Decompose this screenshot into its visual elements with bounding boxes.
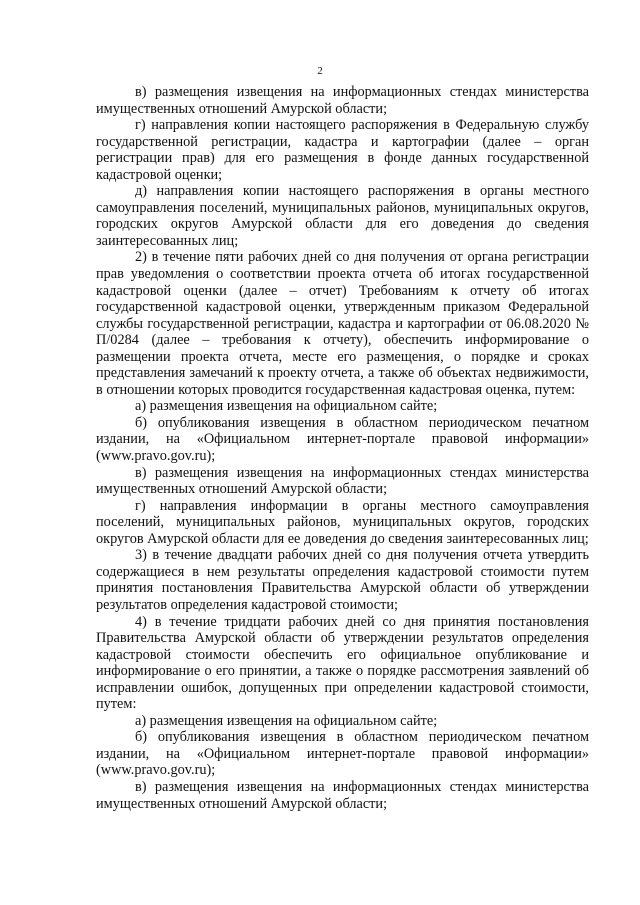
document-body	[96, 84, 589, 812]
paragraph-6: б) опубликования извещения в областном периодическом печатном издании, на «Официальном интернет-портале правовой информации» (www.pravo.gov.ru);	[96, 414, 589, 465]
paragraph-5: а) размещения извещения на официальном сайте;	[135, 398, 438, 415]
paragraph-11: а) размещения извещения на официальном сайте;	[135, 712, 438, 729]
paragraph-8: г) направления информации в органы местного самоуправления поселений, муниципальных районов, муниципальных округов, городских округов Амурской области для ее доведения до сведения заинтересованных лиц;	[96, 497, 589, 547]
paragraph-13: в) размещения извещения на информационных стендах министерства имущественных отношений Амурской области;	[96, 778, 589, 812]
paragraph-10: 4) в течение тридцати рабочих дней со дня принятия постановления Правительства Амурской области об утверждении результатов определения кадастровой стоимости обеспечить его официальное опубликование и информирование о его принятии, а также о порядке рассмотрения заявлений об исправлении ошибок, допущенных при определении кадастровой стоимости, путем:	[96, 613, 589, 713]
paragraph-7: в) размещения извещения на информационных стендах министерства имущественных отношений Амурской области;	[96, 464, 589, 498]
paragraph-12: б) опубликования извещения в областном периодическом печатном издании, на «Официальном интернет-портале правовой информации» (www.pravo.gov.ru);	[96, 729, 589, 779]
paragraph-1: в) размещения извещения на информационных стендах министерства имущественных отношений Амурской области;	[96, 84, 589, 117]
paragraph-2: г) направления копии настоящего распоряжения в Федеральную службу государственной регистрации, кадастра и картографии (далее – орган регистрации прав) для его размещения в фонде данных государственной кадастровой оценки;	[96, 117, 589, 183]
paragraph-4: 2) в течение пяти рабочих дней со дня получения от органа регистрации прав уведомления о соответствии проекта отчета об итогах государственной кадастровой оценки (далее – отчет) Требованиям к отчету об итогах государственной кадастровой оценки, утвержденным приказом Федеральной службы государственной регистрации, кадастра и картографии от 06.08.2020 № П/0284 (далее – требования к отчету), обеспечить информирование о размещении проекта отчета, месте его размещения, о порядке и сроках представления замечаний к проекту отчета, а также об объектах недвижимости, в отношении которых проводится государственная кадастровая оценка, путем:	[96, 249, 589, 398]
paragraph-9: 3) в течение двадцати рабочих дней со дня получения отчета утвердить содержащиеся в нем результаты определения кадастровой стоимости путем принятия постановления Правительства Амурской области об утверждении результатов определения кадастровой стоимости;	[96, 547, 589, 613]
paragraph-3: д) направления копии настоящего распоряжения в органы местного самоуправления поселений, муниципальных районов, муниципальных округов, городских округов Амурской области для его доведения до сведения заинтересованных лиц;	[96, 183, 589, 249]
page-number: 2	[317, 65, 323, 77]
